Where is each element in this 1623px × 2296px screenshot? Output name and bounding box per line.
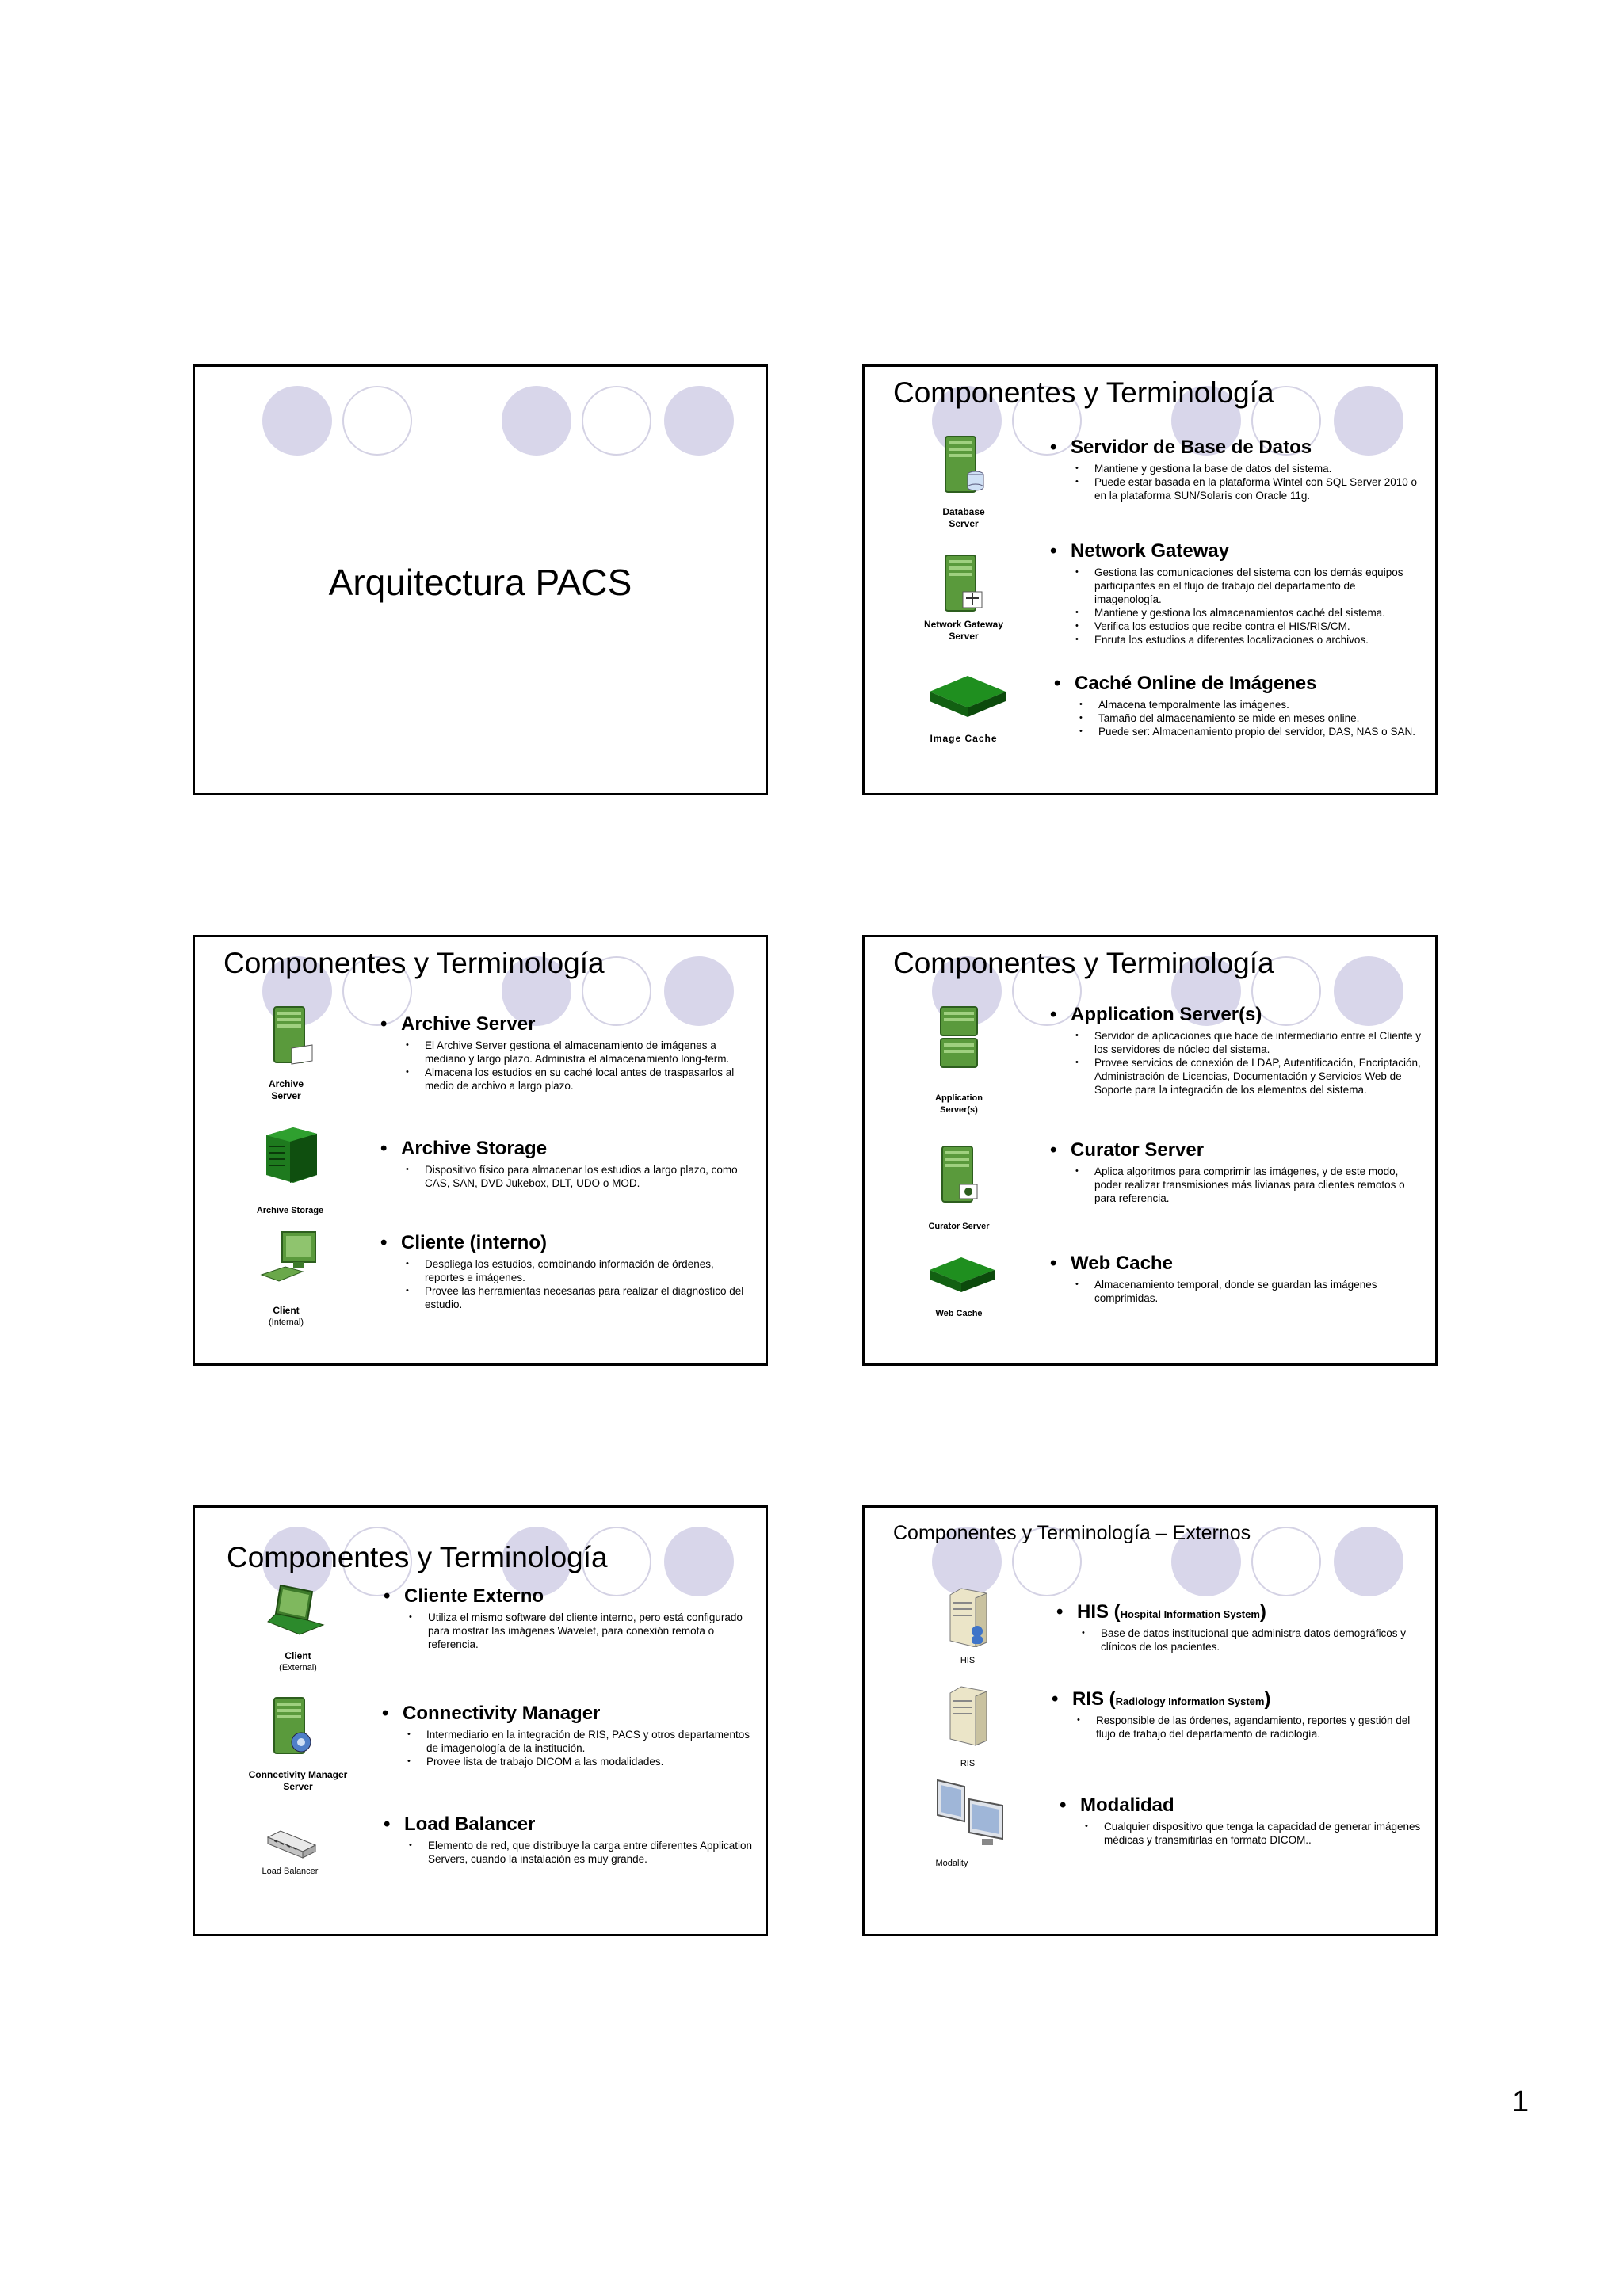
bullet: • Gestiona las comunicaciones del sistema con los demás equipos participantes en el flujo de trabajo del departamento de imagenología. <box>1094 566 1423 606</box>
image-cache-icon <box>926 671 1009 720</box>
component-heading-sub: Radiology Information System <box>1115 1695 1265 1707</box>
component-heading: Servidor de Base de Datos <box>1071 437 1312 458</box>
bullet: • Cualquier dispositivo que tenga la capacidad de generar imágenes médicas y transmitirlas en formato DICOM.. <box>1104 1820 1423 1847</box>
slide-title: Componentes y Terminología – Externos <box>893 1522 1251 1544</box>
icon-caption: Client (Internal) <box>268 1305 304 1327</box>
bullet: • Responsible de las órdenes, agendamiento, reportes y gestión del flujo de trabajo del departamento de radiología. <box>1096 1714 1423 1741</box>
client-external-laptop-icon <box>263 1582 331 1639</box>
icon-caption: Client (External) <box>279 1650 317 1672</box>
slide-title: Componentes y Terminología <box>893 947 1274 979</box>
bullet: • Despliega los estudios, combinando información de órdenes, reportes e imágenes. <box>425 1257 753 1284</box>
bullet: • Intermediario en la integración de RIS, PACS y otros departamentos de imagenología de la institución. <box>426 1728 753 1755</box>
slide-4 <box>862 935 1438 1366</box>
component-item: • Curator Server • Aplica algoritmos para comprimir las imágenes, y de este modo, poder realizar transmisiones más livianas para clientes remotos o para referencia. <box>1050 1139 1423 1205</box>
slide-5 <box>193 1505 768 1936</box>
bullet: • Aplica algoritmos para comprimir las imágenes, y de este modo, poder realizar transmisiones más livianas para clientes remotos o para referencia. <box>1094 1165 1423 1205</box>
slide-title: Arquitectura PACS <box>328 562 632 603</box>
component-item: • Web Cache • Almacenamiento temporal, donde se guardan las imágenes comprimidas. <box>1050 1253 1423 1305</box>
deco-circle <box>342 386 412 456</box>
icon-caption: Archive Storage <box>256 1206 324 1215</box>
slide-title: Componentes y Terminología <box>227 1541 608 1573</box>
bullet: • Base de datos institucional que administra datos demográficos y clínicos de los pacientes. <box>1101 1627 1423 1653</box>
bullet: • Servidor de aplicaciones que hace de intermediario entre el Cliente y los servidores de núcleo del sistema. <box>1094 1029 1423 1056</box>
deco-circle <box>1251 1527 1321 1596</box>
archive-storage-icon <box>263 1124 320 1184</box>
deco-circle <box>664 386 734 456</box>
component-heading: Cliente Externo <box>404 1585 544 1607</box>
component-heading: Modalidad <box>1080 1794 1174 1816</box>
component-heading: Web Cache <box>1071 1253 1173 1274</box>
component-item: • Caché Online de Imágenes • Almacena temporalmente las imágenes. • Tamaño del almacenamiento se mide en meses online. • Puede ser: Almacenamiento propio del servidor, DAS, NAS o SAN. <box>1054 673 1423 738</box>
icon-caption: Web Cache <box>935 1309 983 1318</box>
component-item: • Archive Storage • Dispositivo físico para almacenar los estudios a largo plazo, como CAS, SAN, DVD Jukebox, DLT, UDO o MOD. <box>380 1138 753 1190</box>
bullet: • Provee servicios de conexión de LDAP, Autentificación, Encriptación, Administración de Licencias, Documentación y Servicios Web de Soporte para la integración de los elementos del sistema. <box>1094 1056 1423 1097</box>
component-item: • Cliente (interno) • Despliega los estudios, combinando información de órdenes, reportes e imágenes. • Provee las herramientas necesarias para realizar el diagnóstico del estudio. <box>380 1232 753 1311</box>
component-heading: Archive Server <box>401 1013 536 1035</box>
database-server-icon <box>939 435 988 497</box>
icon-caption: HIS <box>960 1656 976 1665</box>
bullet: • Enruta los estudios a diferentes localizaciones o archivos. <box>1094 633 1423 646</box>
slide-1 <box>193 364 768 795</box>
icon-caption: Curator Server <box>928 1222 990 1231</box>
icon-caption: Network Gateway Server <box>923 619 1004 642</box>
component-item: • HIS (Hospital Information System) • Base de datos institucional que administra datos demográficos y clínicos de los pacientes. <box>1056 1601 1423 1653</box>
component-item: • Connectivity Manager • Intermediario en la integración de RIS, PACS y otros departamentos de imagenología de la institución. • Provee lista de trabajo DICOM a las modalidades. <box>382 1703 753 1768</box>
component-item: • Archive Server • El Archive Server gestiona el almacenamiento de imágenes a mediano y largo plazo. Administra el almacenamiento long-term. • Almacena los estudios en su caché local antes de traspasarlos al medio de archivo a largo plazo. <box>380 1013 753 1093</box>
client-internal-icon <box>258 1230 325 1286</box>
component-item: • Load Balancer • Elemento de red, que distribuye la carga entre diferentes Application Servers, cuando la instalación es muy grande. <box>384 1814 753 1866</box>
icon-caption: Connectivity Manager Server <box>248 1769 348 1792</box>
component-item: • RIS (Radiology Information System) • Responsible de las órdenes, agendamiento, reportes y gestión del flujo de trabajo del departamento de radiología. <box>1052 1688 1423 1741</box>
icon-caption: RIS <box>960 1759 976 1768</box>
icon-caption: Archive Server <box>268 1078 304 1101</box>
icon-caption: Application Server(s) <box>935 1093 983 1115</box>
his-server-icon <box>944 1587 993 1647</box>
curator-server-icon <box>936 1145 985 1207</box>
bullet: • Puede ser: Almacenamiento propio del servidor, DAS, NAS o SAN. <box>1098 725 1423 738</box>
icon-caption: Image Cache <box>930 733 998 744</box>
archive-server-icon <box>268 1005 317 1067</box>
bullet: • Verifica los estudios que recibe contra el HIS/RIS/CM. <box>1094 620 1423 633</box>
component-heading: Application Server(s) <box>1071 1004 1262 1025</box>
component-item: • Application Server(s) • Servidor de aplicaciones que hace de intermediario entre el Cliente y los servidores de núcleo del sistema. • Provee servicios de conexión de LDAP, Autentificación, Encriptación, Administración de Licencias, Documentación y Servicios Web de Soporte para la integración de los elementos del sistema. <box>1050 1004 1423 1097</box>
slide-3 <box>193 935 768 1366</box>
slide-2 <box>862 364 1438 795</box>
slide-6 <box>862 1505 1438 1936</box>
bullet: • Mantiene y gestiona los almacenamientos caché del sistema. <box>1094 606 1423 620</box>
connectivity-manager-server-icon <box>268 1696 317 1758</box>
component-heading: Network Gateway <box>1071 540 1230 562</box>
component-item: • Network Gateway • Gestiona las comunicaciones del sistema con los demás equipos participantes en el flujo de trabajo del departamento de imagenología. • Mantiene y gestiona los almacenamientos caché del sistema. • Verifica los estudios que recibe contra el HIS/RIS/CM. • Enruta los estudios a diferentes localizaciones o archivos. <box>1050 540 1423 646</box>
bullet: • Mantiene y gestiona la base de datos del sistema. <box>1094 462 1423 475</box>
deco-circle <box>262 386 332 456</box>
deco-circle <box>502 386 571 456</box>
bullet: • Almacena temporalmente las imágenes. <box>1098 698 1423 711</box>
component-heading: HIS ( <box>1077 1601 1121 1623</box>
bullet: • Almacena los estudios en su caché local antes de traspasarlos al medio de archivo a largo plazo. <box>425 1066 753 1093</box>
icon-caption: Load Balancer <box>262 1867 319 1876</box>
ris-server-icon <box>944 1685 993 1749</box>
bullet: • Tamaño del almacenamiento se mide en meses online. <box>1098 711 1423 725</box>
component-item: • Cliente Externo • Utiliza el mismo software del cliente interno, pero está configurado para mostrar las imágenes Wavelet, para conexión remota o referencia. <box>384 1585 753 1651</box>
load-balancer-icon <box>265 1826 320 1861</box>
component-item: • Modalidad • Cualquier dispositivo que tenga la capacidad de generar imágenes médicas y transmitirlas en formato DICOM.. <box>1060 1794 1423 1847</box>
bullet: • Provee las herramientas necesarias para realizar el diagnóstico del estudio. <box>425 1284 753 1311</box>
page-number: 1 <box>1512 2085 1529 2119</box>
bullet: • Puede estar basada en la plataforma Wintel con SQL Server 2010 o en la plataforma SUN/Solaris con Oracle 11g. <box>1094 475 1423 502</box>
component-heading: RIS ( <box>1072 1688 1116 1710</box>
slide-title: Componentes y Terminología <box>893 376 1274 409</box>
component-heading: Archive Storage <box>401 1138 548 1159</box>
bullet: • Dispositivo físico para almacenar los estudios a largo plazo, como CAS, SAN, DVD Jukebox, DLT, UDO o MOD. <box>425 1163 753 1190</box>
component-heading: Connectivity Manager <box>403 1703 601 1724</box>
bullet: • Utiliza el mismo software del cliente interno, pero está configurado para mostrar las imágenes Wavelet, para conexión remota o referencia. <box>428 1611 753 1651</box>
icon-caption: Database Server <box>942 506 985 529</box>
component-heading: Caché Online de Imágenes <box>1075 673 1317 694</box>
application-server-icon <box>936 1005 985 1072</box>
component-heading-sub: Hospital Information System <box>1120 1608 1260 1620</box>
bullet: • Elemento de red, que distribuye la carga entre diferentes Application Servers, cuando la instalación es muy grande. <box>428 1839 753 1866</box>
component-heading: Cliente (interno) <box>401 1232 547 1253</box>
slide-title: Componentes y Terminología <box>223 947 605 979</box>
modality-icon <box>934 1775 1014 1852</box>
deco-circle <box>1334 1527 1403 1596</box>
network-gateway-server-icon <box>939 554 988 616</box>
icon-caption: Modality <box>935 1859 968 1868</box>
bullet: • Almacenamiento temporal, donde se guardan las imágenes comprimidas. <box>1094 1278 1423 1305</box>
component-item: • Servidor de Base de Datos • Mantiene y gestiona la base de datos del sistema. • Puede estar basada en la plataforma Wintel con SQL Server 2010 o en la plataforma SUN/Solaris con Oracle 11g. <box>1050 437 1423 502</box>
web-cache-icon <box>926 1253 998 1295</box>
bullet: • El Archive Server gestiona el almacenamiento de imágenes a mediano y largo plazo. Administra el almacenamiento long-term. <box>425 1039 753 1066</box>
component-heading: Load Balancer <box>404 1814 536 1835</box>
bullet: • Provee lista de trabajo DICOM a las modalidades. <box>426 1755 753 1768</box>
deco-circle <box>582 386 651 456</box>
component-heading: Curator Server <box>1071 1139 1205 1161</box>
